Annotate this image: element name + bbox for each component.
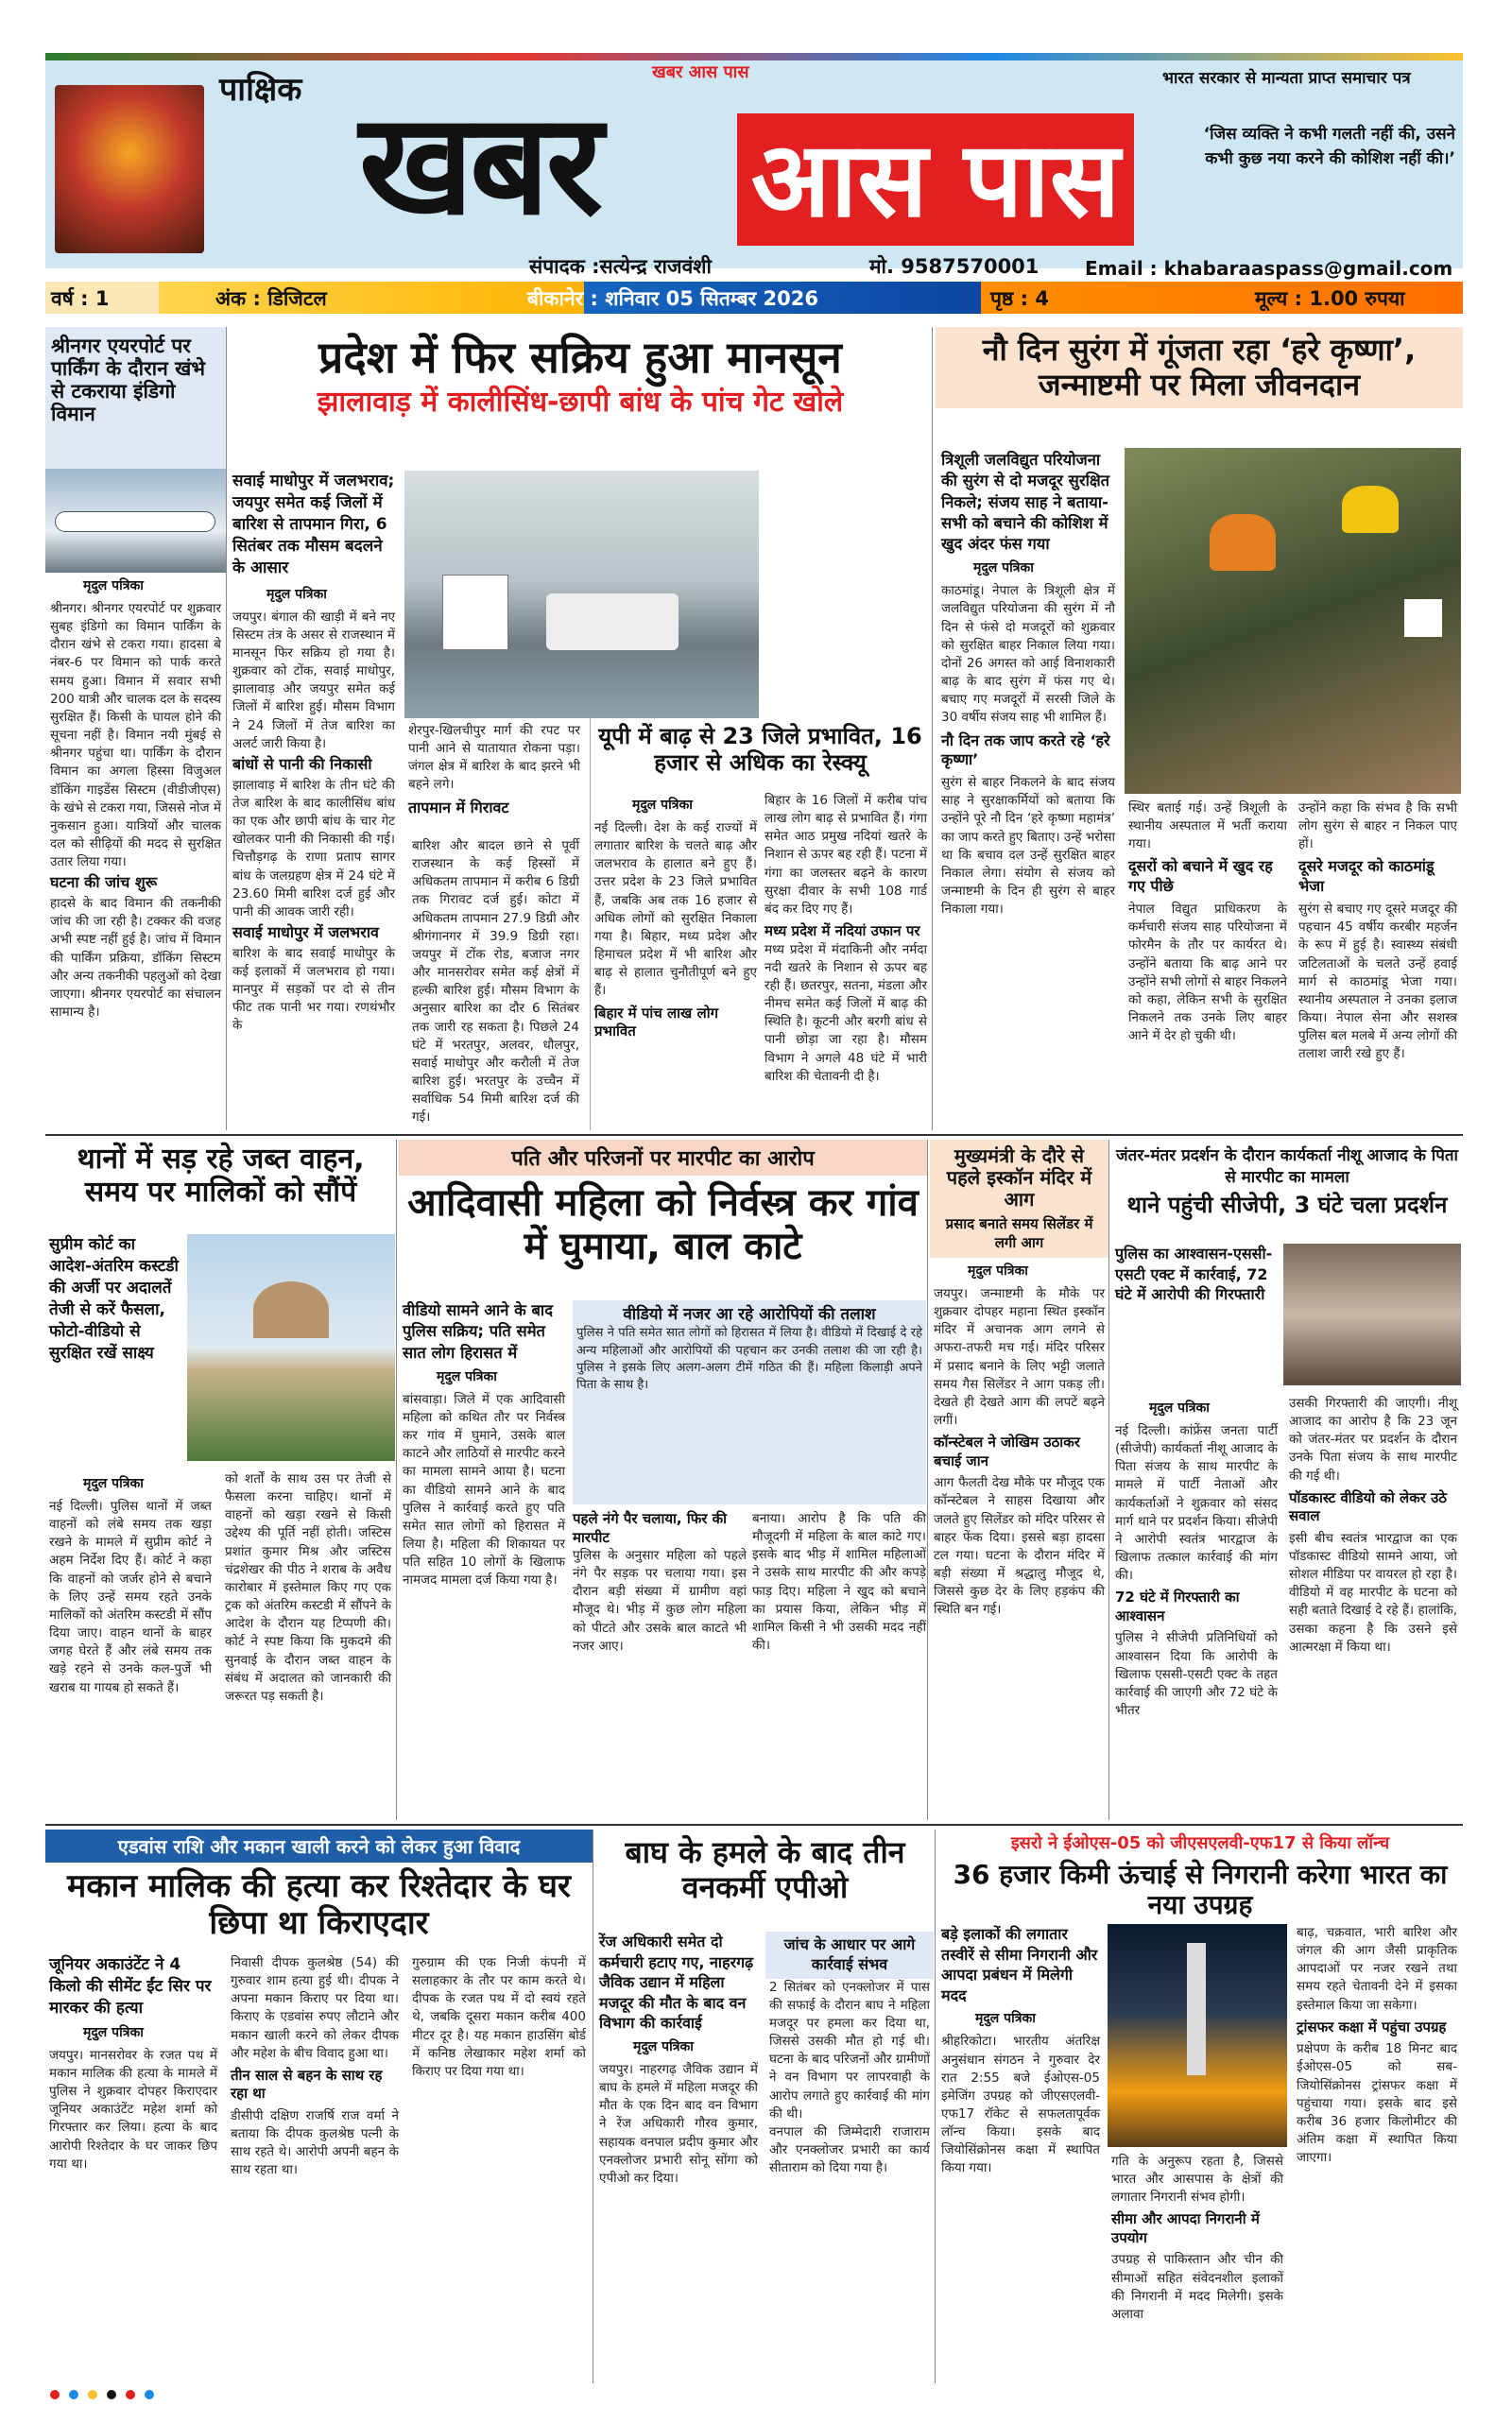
body2: वनपाल की जिम्मेदारी राजाराम और एनक्लोजर प्रभारी का कार्य सीताराम को दिया गया है।	[769, 2123, 930, 2176]
headline: बाघ के हमले के बाद तीन वनकर्मी एपीओ	[625, 1834, 905, 1905]
story-landlord-murder	[45, 1830, 593, 2383]
story-tiger-attack	[595, 1830, 936, 2383]
body3: बाढ़, चक्रवात, भारी बारिश और जंगल की आग जैसी प्राकृतिक आपदाओं पर नजर रखने तथा समय रहते चेतावनी देने में इसका इस्तेमाल किया जा सकेगा।	[1297, 1925, 1457, 2013]
headline: मुख्यमंत्री के दौरे से पहले इस्कॉन मंदिर में आग	[946, 1144, 1092, 1211]
body3: नेपाल विद्युत प्राधिकरण के कर्मचारी संजय साह परियोजना में फोरमैन के तौर पर कार्यरत थे। उन्होंने बताया कि बाढ़ आने पर उन्होंने सभी लोगों से बाहर निकलने को कहा, लेकिन सभी के सुरक्षित निकलने तक उनके लिए बाहर आने में देर हो चुकी थी।	[1128, 902, 1287, 1044]
subhead1: बिहार में पांच लाख लोग प्रभावित	[594, 1004, 719, 1040]
credit: मृदुल पत्रिका	[1149, 1401, 1210, 1416]
small-logo: खबर आस पास	[652, 62, 749, 82]
story-tunnel	[936, 327, 1463, 1130]
body: श्रीनगर। श्रीनगर एयरपोर्ट पर शुक्रवार सुबह इंडिगो का विमान पार्किंग के दौरान खंभे से टकरा गया। हादसा बे नंबर-6 पर विमान को पार्क करते समय हुआ। विमान में सवार सभी 200 यात्री और चालक दल के सदस्य सुरक्षित हैं। किसी के घायल होने की सूचना नहीं है। विमान नयी मुंबई से श्रीनगर पहुंचा था। पार्किंग के दौरान विमान का अगला हिस्सा विजुअल डॉकिंग गाइडेंस सिस्टम (वीडीजीएस) के खंभे से टकरा गया, जिससे नोज में नुकसान हुआ। यात्रियों और चालक दल को सीढ़ियों की मदद से सुरक्षित उतार लिया गया।	[50, 601, 221, 870]
body4: प्रक्षेपण के करीब 18 मिनट बाद ईओएस-05 को सब-जियोसिंक्रोनस ट्रांसफर कक्षा में पहुंचाया गया। इसके बाद इसे करीब 36 हजार किलोमीटर की अंतिम कक्षा में स्थापित किया जाएगा।	[1297, 2041, 1457, 2166]
caption: गति के अनुरूप रहता है, जिससे भारत और आसपास के क्षेत्रों की लगातार निगरानी संभव होगी।	[1111, 2154, 1283, 2206]
intro: सवाई माधोपुर में जलभराव; जयपुर समेत कई जिलों में बारिश से तापमान गिरा, 6 सितंबर तक मौसम बदलने के आसार	[232, 472, 395, 577]
subhead1: बांधों से पानी की निकासी	[232, 754, 372, 773]
caption: स्थिर बताई गई। उन्हें त्रिशूली के स्थानीय अस्पताल में भर्ती कराया गया।	[1128, 800, 1287, 852]
kicker: इसरो ने ईओएस-05 को जीएसएलवी-एफ17 से किया लॉन्च	[1010, 1833, 1390, 1853]
body2: उपग्रह से पाकिस्तान और चीन की सीमाओं सहित संवेदनशील इलाकों की निगरानी में मदद मिलेगी। इसके अलावा	[1111, 2252, 1283, 2322]
row-divider-2	[45, 1824, 1463, 1826]
subhead2: सवाई माधोपुर में जलभराव	[232, 922, 379, 941]
left-col	[229, 469, 399, 1036]
headline: थाने पहुंची सीजेपी, 3 घंटे चला प्रदर्शन	[1126, 1192, 1448, 1218]
plane-photo	[45, 469, 226, 573]
credit: मृदुल पत्रिका	[632, 798, 693, 813]
body2: पुलिस के अनुसार महिला को पहले नंगे पैर सड़क पर चलाया गया। इस दौरान बड़ी संख्या में ग्रामीण वहां मौजूद थे। भीड़ में कुछ लोग महिला को पीटते और उसके बाल काटते भी नजर आए।	[573, 1548, 747, 1654]
credit: मृदुल पत्रिका	[83, 2024, 144, 2040]
subhead2: पॉडकास्ट वीडियो को लेकर उठे सवाल	[1289, 1488, 1448, 1525]
subhead: कॉन्स्टेबल ने जोखिम उठाकर बचाई जान	[934, 1434, 1080, 1469]
headline: यूपी में बाढ़ से 23 जिले प्रभावित, 16 हजार से अधिक का रेस्क्यू	[598, 723, 922, 776]
launch-photo	[1108, 1924, 1287, 2147]
body2: सुरंग से बाहर निकलने के बाद संजय साह ने सुरक्षाकर्मियों को बताया कि उन्होंने पूरे नौ दिन ‘हरे कृष्णा महामंत्र’ का जाप करते हुए बिताए। उन्हें भरोसा था कि बचाव दल उन्हें सुरक्षित बाहर निकाल लेगा। संयोग से संजय को जन्माष्टमी के दिन ही सुरंग से बाहर निकाला गया।	[941, 775, 1115, 918]
story-srinagar	[45, 327, 227, 1130]
story-seized-vehicles	[45, 1140, 397, 1820]
intro: रेंज अधिकारी समेत दो कर्मचारी हटाए गए, नाहरगढ़ जैविक उद्यान में महिला मजदूर की मौत के बाद वन विभाग की कार्रवाई	[599, 1933, 754, 2033]
intro: त्रिशूली जलविद्युत परियोजना की सुरंग से दो मजदूर सुरक्षित निकले; संजय साह ने बताया- सभी को बचाने की कोशिश में खुद अंदर फंस गया	[941, 451, 1110, 554]
mobile-number: मो. 9587570001	[869, 255, 1040, 278]
subhead: तीन साल से बहन के साथ रह रहा था	[231, 2066, 383, 2103]
masthead-quote: ‘जिस व्यक्ति ने कभी गलती नहीं की, उसने कभी कुछ नया करने की कोशिश नहीं की।’	[1203, 125, 1455, 168]
body5: सुरंग से बचाए गए दूसरे मजदूर की पहचान 45 वर्षीय करबीर महर्जन के रूप में हुई है। स्वास्थ्य संबंधी जटिलताओं के चलते उन्हें हवाई मार्ग से काठमांडू भेजा गया। स्थानीय अस्पताल ने उनका इलाज किया। नेपाल सेना और सशस्त्र पुलिस बल मलबे में अन्य लोगों की तलाश जारी रखे हुए हैं।	[1298, 902, 1457, 1062]
body4: गुरुग्राम की एक निजी कंपनी में सलाहकार के तौर पर काम करते थे। दीपक के रजत पथ में दो स्वयं रहते थे, जबकि दूसरा मकान करीब 400 मीटर दूर है। यह मकान हाउसिंग बोर्ड में कनिष्ठ लेखाकार महेश शर्मा को किराए पर दिया गया था।	[412, 1955, 586, 2079]
body: जयपुर। जन्माष्टमी के मौके पर शुक्रवार दोपहर महाना स्थित इस्कॉन मंदिर में अचानक आग लगने से अफरा-तफरी मच गई। मंदिर परिसर में प्रसाद बनाने के लिए भट्टी जलाते समय गैस सिलेंडर ने आग पकड़ ली। देखते ही देखते आग की लपटें बढ़ने लगीं।	[934, 1286, 1105, 1429]
body: जयपुर। मानसरोवर के रजत पथ में मकान मालिक की हत्या के मामले में पुलिस ने शुक्रवार दोपहर किराएदार जूनियर अकाउंटेंट महेश शर्मा को गिरफ्तार कर लिया। हत्या के बाद आरोपी रिश्तेदार के घर जाकर छिप गया था।	[49, 2047, 217, 2172]
mid-col-body	[408, 837, 583, 1127]
issue-label: अंक : डिजिटल	[215, 287, 327, 310]
credit: मृदुल पत्रिका	[83, 578, 144, 593]
caption: शेरपुर-खिलचीपुर मार्ग की रपट पर पानी आने से यातायात रोकना पड़ा। जंगल क्षेत्र में बारिश के बाद झरने भी बहने लगे।	[408, 723, 580, 793]
story-up-flood	[590, 718, 930, 1130]
masthead-top-strip	[45, 53, 1463, 60]
flood-photo	[404, 471, 759, 718]
subhead1: 72 घंटे में गिरफ्तारी का आश्वासन	[1115, 1589, 1240, 1624]
info-bar	[45, 282, 1463, 314]
story-isro-satellite	[937, 1830, 1463, 2383]
headline: प्रदेश में फिर सक्रिय हुआ मानसून	[318, 332, 842, 383]
subhead1: सीमा और आपदा निगरानी में उपयोग	[1111, 2210, 1260, 2246]
kicker: एडवांस राशि और मकान खाली करने को लेकर हुआ विवाद	[45, 1830, 593, 1863]
intro: बड़े इलाकों की लगातार तस्वीरें से सीमा निगरानी और आपदा प्रबंधन में मिलेगी मदद	[941, 1925, 1098, 2004]
subhead1: नौ दिन तक जाप करते रहे ‘हरे कृष्णा’	[941, 730, 1110, 769]
temple-image	[55, 85, 204, 253]
body2: हादसे के बाद विमान की तकनीकी जांच की जा रही है। टक्कर की वजह अभी स्पष्ट नहीं हुई है। जांच में विमान की पार्किंग प्रक्रिया, डॉकिंग सिस्टम और अन्य तकनीकी पहलुओं को देखा जाएगा। श्रीनगर एयरपोर्ट का संचालन सामान्य है।	[50, 896, 221, 1021]
subhead2: मध्य प्रदेश में नदियां उफान पर	[765, 922, 920, 940]
body: जयपुर। नाहरगढ़ जैविक उद्यान में बाघ के हमले में महिला मजदूर की मौत के एक दिन बाद वन विभाग ने रेंज अधिकारी गौरव कुमार, सहायक वनपाल प्रदीप कुमार और एनक्लोजर प्रभारी सोनू सोंगा को एपीओ कर दिया।	[599, 2061, 758, 2186]
box-body: पुलिस ने पति समेत सात लोगों को हिरासत में लिया है। वीडियो में दिखाई दे रहे अन्य महिलाओं और आरोपियों की पहचान कर उनकी तलाश की जा रही है। पुलिस ने इसके लिए अलग-अलग टीमें गठित की हैं। महिला किलाड़ी अपने पिता के साथ है।	[576, 1326, 922, 1393]
intro: वीडियो सामने आने के बाद पुलिस सक्रिय; पति समेत सात लोग हिरासत में	[403, 1301, 553, 1362]
title-khabar: खबर	[359, 83, 600, 246]
body: जयपुर। बंगाल की खाड़ी में बने नए सिस्टम तंत्र के असर से राजस्थान में मानसून फिर सक्रिय हो गया है। शुक्रवार को टोंक, सवाई माधोपुर, झालावाड़ और जयपुर समेत कई जिलों में बारिश हुई। मौसम विभाग ने 24 जिलों में तेज बारिश का अलर्ट जारी किया है।	[232, 609, 395, 751]
body: नई दिल्ली। देश के कई राज्यों में लगातार बारिश के चलते बाढ़ और जलभराव के हालात बने हुए हैं। उत्तर प्रदेश के 23 जिले प्रभावित हैं, जबकि अब तक 16 हजार से अधिक लोगों को सुरक्षित निकाला गया है। बिहार, मध्य प्रदेश और हिमाचल प्रदेश में भी बारिश और बाढ़ से हालात चुनौतीपूर्ण बने हुए हैं।	[594, 820, 757, 999]
frequency-label: पाक्षिक	[219, 71, 302, 109]
subhead2: ट्रांसफर कक्षा में पहुंचा उपग्रह	[1297, 2018, 1447, 2036]
body: काठमांडू। नेपाल के त्रिशूली क्षेत्र में जलविद्युत परियोजना की सुरंग में नौ दिन से फंसे दो मजदूरों को शुक्रवार को सुरक्षित बाहर निकाल लिया गया। दोनों 26 अगस्त को आई विनाशकारी बाढ़ के बाद सुरंग में फंस गए थे। बचाए गए मजदूरों में सरसी जिले के 30 वर्षीय संजय साह भी शामिल हैं।	[941, 583, 1115, 726]
subhead: पहले नंगे पैर चलाया, फिर की मारपीट	[573, 1510, 728, 1546]
protest-photo	[1283, 1244, 1461, 1385]
mid-col	[404, 722, 584, 821]
credit: मृदुल पत्रिका	[975, 2011, 1036, 2027]
body3: डीसीपी दक्षिण राजर्षि राज वर्मा ने बताया कि दीपक कुलश्रेष्ठ पत्नी के साथ रहते थे। आरोपी अपनी बहन के साथ रहता था।	[231, 2107, 399, 2178]
body: नई दिल्ली। पुलिस थानों में जब्त वाहनों को लंबे समय तक खड़ा रखने के मामले में सुप्रीम कोर्ट ने अहम निर्देश दिए हैं। कोर्ट ने कहा कि वाहनों को जर्जर होने से बचाने के लिए उन्हें समय रहते उनके मालिकों को अंतरिम कस्टडी में सौंप दिया जाए। वाहन थानों के बाहर जगह घेरते हैं और लंबे समय तक खड़े रहने से उनके कल-पुर्जे भी खराब या गायब हो सकते हैं।	[49, 1499, 212, 1695]
print-registration-marks	[45, 2387, 1463, 2402]
intro: प्रसाद बनाते समय सिलेंडर में लगी आग	[945, 1215, 1093, 1251]
credit: मृदुल पत्रिका	[633, 2038, 694, 2054]
credit: मृदुल पत्रिका	[973, 560, 1034, 576]
body: नई दिल्ली। कांफ्रेंस जनता पार्टी (सीजेपी) कार्यकर्ता नीशू आजाद के पिता संजय के साथ मारपीट के मामले में पार्टी नेताओं और कार्यकर्ताओं ने शुक्रवार को संसद मार्ग थाने पर प्रदर्शन किया। सीजेपी ने आरोपी स्वतंत्र भारद्वाज के खिलाफ तत्काल कार्रवाई की मांग की।	[1115, 1423, 1278, 1584]
body2: निवासी दीपक कुलश्रेष्ठ (54) की गुरुवार शाम हत्या हुई थी। दीपक ने अपना मकान किराए पर दिया था। किराए के एडवांस रुपए लौटाने और मकान खाली करने को लेकर दीपक और महेश के बीच विवाद हुआ था।	[231, 1955, 399, 2061]
box-body: 2 सितंबर को एनक्लोजर में पास की सफाई के दौरान बाघ ने महिला मजदूर पर हमला कर दिया था, जिससे उसकी मौत हो गई थी। घटना के बाद परिजनों और ग्रामीणों ने वन विभाग पर लापरवाही के आरोप लगाते हुए कार्रवाई की मांग की थी।	[769, 1979, 930, 2122]
body4: इसी बीच स्वतंत्र भारद्वाज का एक पॉडकास्ट वीडियो सामने आया, जो सोशल मीडिया पर वायरल हो रहा है। वीडियो में वह मारपीट के घटना को सही बताते दिखाई दे रहे हैं। हालांकि, उसका कहना है कि उसने इसे आत्मरक्षा में किया था।	[1289, 1530, 1457, 1655]
story-monsoon	[229, 327, 933, 1130]
body3: मध्य प्रदेश में मंदाकिनी और नर्मदा नदी खतरे के निशान से ऊपर बह रही हैं। छतरपुर, सतना, मंडला और नीमच समेत कई जिलों में बाढ़ की स्थिति है। कूटनी और बरगी बांध से पानी छोड़ा जा रहा है। मौसम विभाग ने अगले 48 घंटे में भारी बारिश की चेतावनी दी है।	[765, 941, 927, 1084]
body3: बनाया। आरोप है कि पति की मौजूदगी में महिला के बाल काटे गए। इसके बाद भीड़ में शामिल महिलाओं ने उसके साथ मारपीट की और कपड़े फाड़ दिए। महिला ने खुद को बचाने का प्रयास किया, लेकिन भीड़ में शामिल किसी ने भी उसकी मदद नहीं की।	[752, 1511, 926, 1654]
body2: झालावाड़ में बारिश के तीन घंटे की तेज बारिश के बाद कालीसिंध बांध का एक और छापी बांध के चार गेट खोलकर पानी की निकासी की गई। चित्तौड़गढ़ के राणा प्रताप सागर बांध के जलग्रहण क्षेत्र में 24 घंटे में 23.60 मिमी बारिश दर्ज हुई और पानी की आवक जारी रही।	[232, 777, 395, 919]
sidebar-box	[573, 1300, 926, 1504]
body: बांसवाड़ा। जिले में एक आदिवासी महिला को कथित तौर पर निर्वस्त्र कर गांव में घुमाने, उसके बाल काटने और लाठियों से मारपीट करने का मामला सामने आया है। घटना का वीडियो सामने आने के बाद पुलिस ने कार्रवाई करते हुए पति समेत सात लोगों को हिरासत में लिया है। महिला की शिकायत पर पति सहित 10 लोगों के खिलाफ नामजद मामला दर्ज किया गया है।	[403, 1391, 565, 1589]
body4: बारिश और बादल छाने से पूर्वी राजस्थान के कई हिस्सों में अधिकतम तापमान में करीब 6 डिग्री तक गिरावट दर्ज हुई। कोटा में अधिकतम तापमान 27.9 डिग्री और श्रीगंगानगर में 39.9 डिग्री रहा। जयपुर में टोंक रोड, बजाज नगर और मानसरोवर समेत कई क्षेत्रों में हल्की बारिश हुई। मौसम विभाग के अनुसार बारिश का दौर 6 सितंबर तक जारी रह सकता है। पिछले 24 घंटे में भरतपुर, अलवर, धौलपुर, सवाई माधोपुर और करौली में तेज बारिश हुई। भरतपुर के उच्चैन में सर्वाधिक 54 मिमी बारिश दर्ज की गई।	[412, 838, 579, 1126]
credit: मृदुल पत्रिका	[437, 1368, 497, 1384]
story-cjp-protest	[1111, 1140, 1463, 1820]
court-photo	[187, 1234, 395, 1461]
intro: जूनियर अकाउंटेंट ने 4 किलो की सीमेंट ईंट सिर पर मारकर की हत्या	[49, 1955, 212, 2018]
year-label: वर्ष : 1	[51, 287, 110, 310]
kicker: पति और परिजनों पर मारपीट का आरोप	[399, 1140, 927, 1176]
body3: बारिश के बाद सवाई माधोपुर के कई इलाकों में जलभराव हो गया। मानपुर में सड़कों पर दो से तीन फीट तक पानी भर गया। रणथंभौर के	[232, 945, 395, 1034]
headline: 36 हजार किमी ऊंचाई से निगरानी करेगा भारत का नया उपग्रह	[953, 1859, 1448, 1921]
body2: आग फैलती देख मौके पर मौजूद एक कॉन्स्टेबल ने साहस दिखाया और जलते हुए सिलेंडर को मंदिर परिसर से बाहर फेंक दिया। इससे बड़ा हादसा टल गया। घटना के दौरान मंदिर में बड़ी संख्या में श्रद्धालु मौजूद थे, जिससे कुछ देर के लिए हड़कंप की स्थिति बन गई।	[934, 1475, 1105, 1618]
subheadline: झालावाड़ में कालीसिंध-छापी बांध के पांच गेट खोले	[317, 385, 844, 419]
headline: आदिवासी महिला को निर्वस्त्र कर गांव में घुमाया, बाल काटे	[407, 1181, 919, 1268]
subhead3: तापमान में गिरावट	[408, 798, 509, 816]
body4: उन्होंने कहा कि संभव है कि सभी लोग सुरंग से बाहर न निकल पाए हों।	[1298, 800, 1457, 852]
headline: मकान मालिक की हत्या कर रिश्तेदार के घर छिपा था किराएदार	[67, 1867, 571, 1943]
subhead: घटना की जांच शुरू	[50, 873, 158, 892]
page-label: पृष्ठ : 4	[990, 287, 1049, 310]
box-headline: वीडियो में नजर आ रहे आरोपियों की तलाश	[623, 1305, 876, 1324]
box-headline: जांच के आधार पर आगे कार्रवाई संभव	[783, 1935, 916, 1973]
body2: को शर्तों के साथ उस पर तेजी से फैसला करना चाहिए। थानों में वाहनों को खड़ा रखने से किसी उद्देश्य की पूर्ति नहीं होती। जस्टिस प्रशांत कुमार मिश्र और जस्टिस चंद्रशेखर की पीठ ने शराब के अवैध कारोबार में इस्तेमाल किए गए एक ट्रक को अंतरिम कस्टडी में सौंपने के आदेश के दौरान यह टिप्पणी की। कोर्ट ने स्पष्ट किया कि मुकदमे की सुनवाई के दौरान जब्त वाहन के संबंध में अदालत को जानकारी की जरूरत पड़ सकती है।	[225, 1471, 391, 1704]
recognition-note: भारत सरकार से मान्यता प्राप्त समाचार पत्र	[1162, 69, 1411, 88]
headline: नौ दिन सुरंग में गूंजता रहा ‘हरे कृष्णा’, जन्माष्टमी पर मिला जीवनदान	[982, 332, 1417, 403]
headline: थानों में सड़ रहे जब्त वाहन, समय पर मालिकों को सौंपें	[77, 1143, 365, 1209]
row-divider	[45, 1134, 1463, 1136]
body2: पुलिस ने सीजेपी प्रतिनिधियों को आश्वासन दिया कि आरोपी के खिलाफ एससी-एसटी एक्ट के तहत कार्रवाई की जाएगी और 72 घंटे के भीतर	[1115, 1630, 1278, 1719]
headline: श्रीनगर एयरपोर्ट पर पार्किंग के दौरान खंभे से टकराया इंडिगो विमान	[51, 335, 206, 426]
story-iskcon-fire	[930, 1140, 1109, 1820]
subhead2: दूसरों को बचाने में खुद रह गए पीछे	[1128, 857, 1273, 896]
email-address: Email : khabaraaspass@gmail.com	[1085, 257, 1453, 280]
date-label: बीकानेर : शनिवार 05 सितम्बर 2026	[527, 287, 818, 310]
intro: पुलिस का आश्वासन-एससी-एसटी एक्ट में कार्रवाई, 72 घंटे में आरोपी की गिरफ्तारी	[1115, 1245, 1273, 1304]
price-label: मूल्य : 1.00 रुपया	[1255, 287, 1405, 310]
rescue-photo	[1125, 448, 1461, 794]
body2: बिहार के 16 जिलों में करीब पांच लाख लोग बाढ़ से प्रभावित हैं। गंगा समेत आठ प्रमुख नदियां खतरे के निशान से ऊपर बह रही हैं। पटना में गंगा का जलस्तर बढ़ने के कारण सुरक्षा दीवार के सभी 108 गार्ड बंद कर दिए गए हैं।	[765, 793, 927, 917]
editor-name: संपादक :सत्येन्द्र राजवंशी	[529, 255, 712, 278]
title-aaspaas: आस पास	[737, 113, 1134, 246]
intro: सुप्रीम कोर्ट का आदेश-अंतरिम कस्टडी की अर्जी पर अदालतें तेजी से करें फैसला, फोटो-वीडियो से सुरक्षित रखें साक्ष्य	[49, 1235, 179, 1363]
kicker: जंतर-मंतर प्रदर्शन के दौरान कार्यकर्ता नीशू आजाद के पिता से मारपीट का मामला	[1116, 1146, 1458, 1187]
credit: मृदुल पत्रिका	[266, 586, 327, 602]
body3: उसकी गिरफ्तारी की जाएगी। नीशू आजाद का आरोप है कि 23 जून को जंतर-मंतर पर प्रदर्शन के दौरान उनके पिता संजय के साथ मारपीट की गई थी।	[1289, 1396, 1457, 1484]
story-tribal-woman	[399, 1140, 928, 1820]
body: श्रीहरिकोटा। भारतीय अंतरिक्ष अनुसंधान संगठन ने गुरुवार देर रात 2:55 बजे ईओएस-05 इमेजिंग उपग्रह को जीएसएलवी-एफ17 रॉकेट से सफलतापूर्वक लॉन्च किया। इसके बाद जियोसिंक्रोनस कक्षा में स्थापित किया गया।	[941, 2034, 1100, 2176]
subhead3: दूसरे मजदूर को काठमांडू भेजा	[1298, 857, 1435, 896]
credit: मृदुल पत्रिका	[968, 1263, 1028, 1279]
credit: मृदुल पत्रिका	[83, 1476, 144, 1491]
